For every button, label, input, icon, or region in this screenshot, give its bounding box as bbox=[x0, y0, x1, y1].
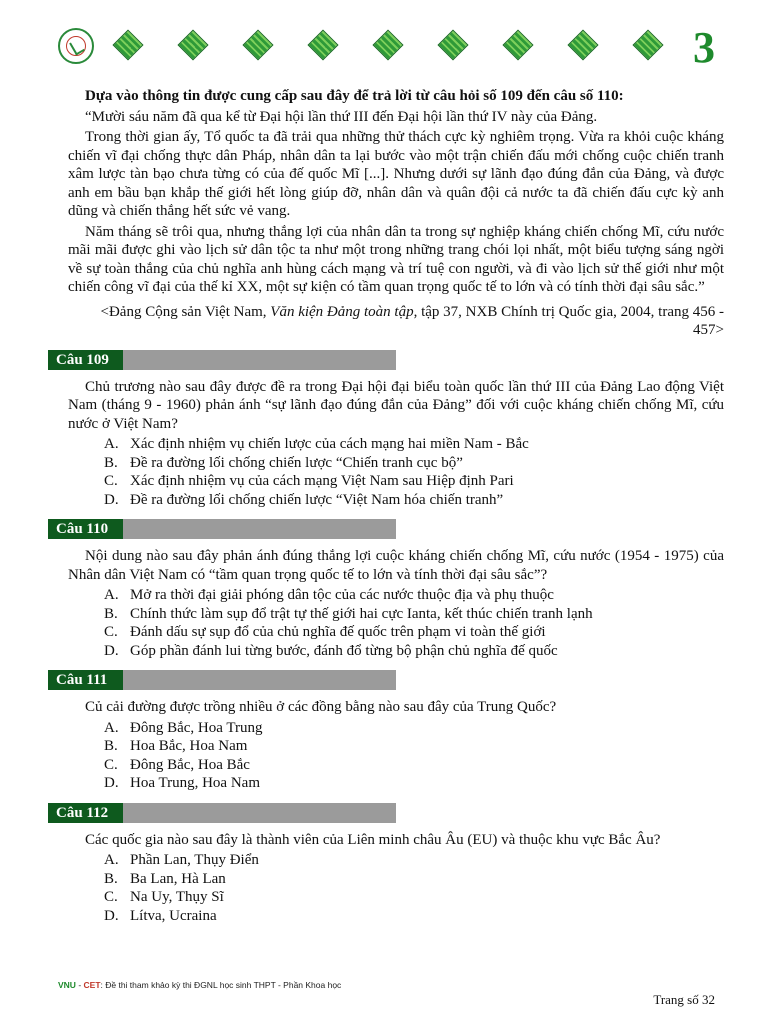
question-text: Nội dung nào sau đây phản ánh đúng thắng lợi cuộc kháng chiến chống Mĩ, cứu nước (1954 - 1975) của Nhân dân Việt Nam có “tầm quan trọng quốc tế to lớn và tính thời đại sâu sắc”? bbox=[68, 548, 724, 583]
page-content bbox=[56, 87, 724, 925]
answer-options bbox=[104, 435, 724, 509]
answer-option[interactable]: C. Xác định nhiệm vụ của cách mạng Việt Nam sau Hiệp định Pari bbox=[104, 473, 514, 489]
page-number: Trang số 32 bbox=[653, 992, 715, 1007]
citation: <Đảng Cộng sản Việt Nam, Văn kiện Đảng toàn tập, tập 37, NXB Chính trị Quốc gia, 2004, trang 456 - 457> bbox=[100, 303, 724, 338]
answer-option[interactable]: D. Lítva, Ucraina bbox=[104, 907, 217, 924]
diamond-ornament-icon bbox=[502, 29, 533, 60]
intro-paragraph: Trong thời gian ấy, Tổ quốc ta đã trải qua những thử thách cực kỳ nghiêm trọng. Vừa ra khỏi cuộc kháng chiến vĩ đại chống thực dân Pháp, nhân dân ta lại bước vào một trận chiến đấu mới chống cuộc chiến tranh xâm lược tàn bạo chưa từng có của đế quốc Mĩ [...]. Nhưng dưới sự lãnh đạo đúng đắn của Đảng, và được anh em bầu bạn khắp thế giới hết lòng giúp đỡ, nhân dân và quân đội cả nước ta đã chiến đấu cực kỳ anh dũng và chiến thắng hết sức vẻ vang. bbox=[68, 129, 724, 219]
answer-option[interactable]: B. Đề ra đường lối chống chiến lược “Chiến tranh cục bộ” bbox=[104, 454, 463, 471]
vnu-logo-icon bbox=[58, 28, 94, 64]
answer-option[interactable]: A. Xác định nhiệm vụ chiến lược của cách mạng hai miền Nam - Bắc bbox=[104, 436, 529, 452]
question-header bbox=[48, 670, 396, 690]
answer-option[interactable]: B. Hoa Bắc, Hoa Nam bbox=[104, 738, 248, 754]
question-number: Câu 111 bbox=[48, 670, 123, 690]
diamond-ornament-icon bbox=[372, 29, 403, 60]
answer-option[interactable]: D. Đề ra đường lối chống chiến lược “Việt Nam hóa chiến tranh” bbox=[104, 491, 504, 508]
answer-option[interactable]: A. Đông Bắc, Hoa Trung bbox=[104, 719, 263, 736]
intro-paragraph: “Mười sáu năm đã qua kể từ Đại hội lần thứ III đến Đại hội lần thứ IV này của Đảng. bbox=[85, 108, 598, 125]
question-text: Các quốc gia nào sau đây là thành viên của Liên minh châu Âu (EU) và thuộc khu vực Bắc Âu? bbox=[85, 831, 661, 848]
answer-options bbox=[104, 851, 724, 925]
citation-title: Văn kiện Đảng toàn tập bbox=[270, 303, 414, 320]
answer-option[interactable]: C. Đánh dấu sự sụp đổ của chủ nghĩa đế quốc trên phạm vi toàn thế giới bbox=[104, 624, 546, 640]
diamond-ornament-icon bbox=[112, 29, 143, 60]
question-text: Chủ trương nào sau đây được đề ra trong Đại hội đại biểu toàn quốc lần thứ III của Đảng Lao động Việt Nam (tháng 9 - 1960) phản ánh “sự lãnh đạo đúng đắn của Đảng” đối với cuộc kháng chiến chống Mĩ, cứu nước ở Việt Nam? bbox=[68, 378, 724, 432]
page-header bbox=[0, 24, 777, 74]
answer-options bbox=[104, 586, 724, 660]
footer-caption: VNU - CET: Đề thi tham khảo kỳ thi ĐGNL học sinh THPT - Phần Khoa học bbox=[58, 980, 342, 990]
answer-option[interactable]: B. Ba Lan, Hà Lan bbox=[104, 870, 226, 887]
diamond-ornament-icon bbox=[632, 29, 663, 60]
diamond-ornament-icon bbox=[307, 29, 338, 60]
question-number: Câu 110 bbox=[48, 519, 123, 539]
intro-title: Dựa vào thông tin được cung cấp sau đây để trả lời từ câu hỏi số 109 đến câu số 110: bbox=[85, 88, 624, 104]
answer-option[interactable]: C. Đông Bắc, Hoa Bắc bbox=[104, 756, 250, 773]
answer-option[interactable]: C. Na Uy, Thụy Sĩ bbox=[104, 889, 224, 905]
answer-option[interactable]: D. Hoa Trung, Hoa Nam bbox=[104, 775, 260, 791]
question-header bbox=[48, 803, 396, 823]
diamond-ornament-icon bbox=[567, 29, 598, 60]
question-text: Củ cải đường được trồng nhiều ở các đồng bằng nào sau đây của Trung Quốc? bbox=[85, 699, 557, 715]
intro-paragraph: Năm tháng sẽ trôi qua, nhưng thắng lợi của nhân dân ta trong sự nghiệp kháng chiến chống Mĩ, cứu nước mãi mãi được ghi vào lịch sử dân tộc ta như một trong những trang chói lọi nhất, một biểu tượng sáng ngời về sự toàn thắng của chủ nghĩa anh hùng cách mạng và trí tuệ con người, và đi vào lịch sử thế giới như một chiến công vĩ đại của thế kỉ XX, một sự kiện có tầm quan trọng quốc tế to lớn và có tính thời đại sâu sắc.” bbox=[68, 223, 724, 295]
diamond-ornament-icon bbox=[177, 29, 208, 60]
diamond-ornament-icon bbox=[242, 29, 273, 60]
answer-option[interactable]: A. Phần Lan, Thụy Điển bbox=[104, 852, 259, 868]
question-header bbox=[48, 519, 396, 539]
answer-option[interactable]: D. Góp phần đánh lui từng bước, đánh đổ từng bộ phận chủ nghĩa đế quốc bbox=[104, 642, 558, 659]
section-badge: 3 bbox=[693, 23, 715, 72]
answer-options bbox=[104, 719, 724, 793]
question-header bbox=[48, 350, 396, 370]
answer-option[interactable]: B. Chính thức làm sụp đổ trật tự thế giới hai cực Ianta, kết thúc chiến tranh lạnh bbox=[104, 605, 593, 622]
question-number: Câu 112 bbox=[48, 803, 123, 823]
answer-option[interactable]: A. Mở ra thời đại giải phóng dân tộc của các nước thuộc địa và phụ thuộc bbox=[104, 587, 554, 603]
diamond-ornament-icon bbox=[437, 29, 468, 60]
question-number: Câu 109 bbox=[48, 350, 123, 370]
